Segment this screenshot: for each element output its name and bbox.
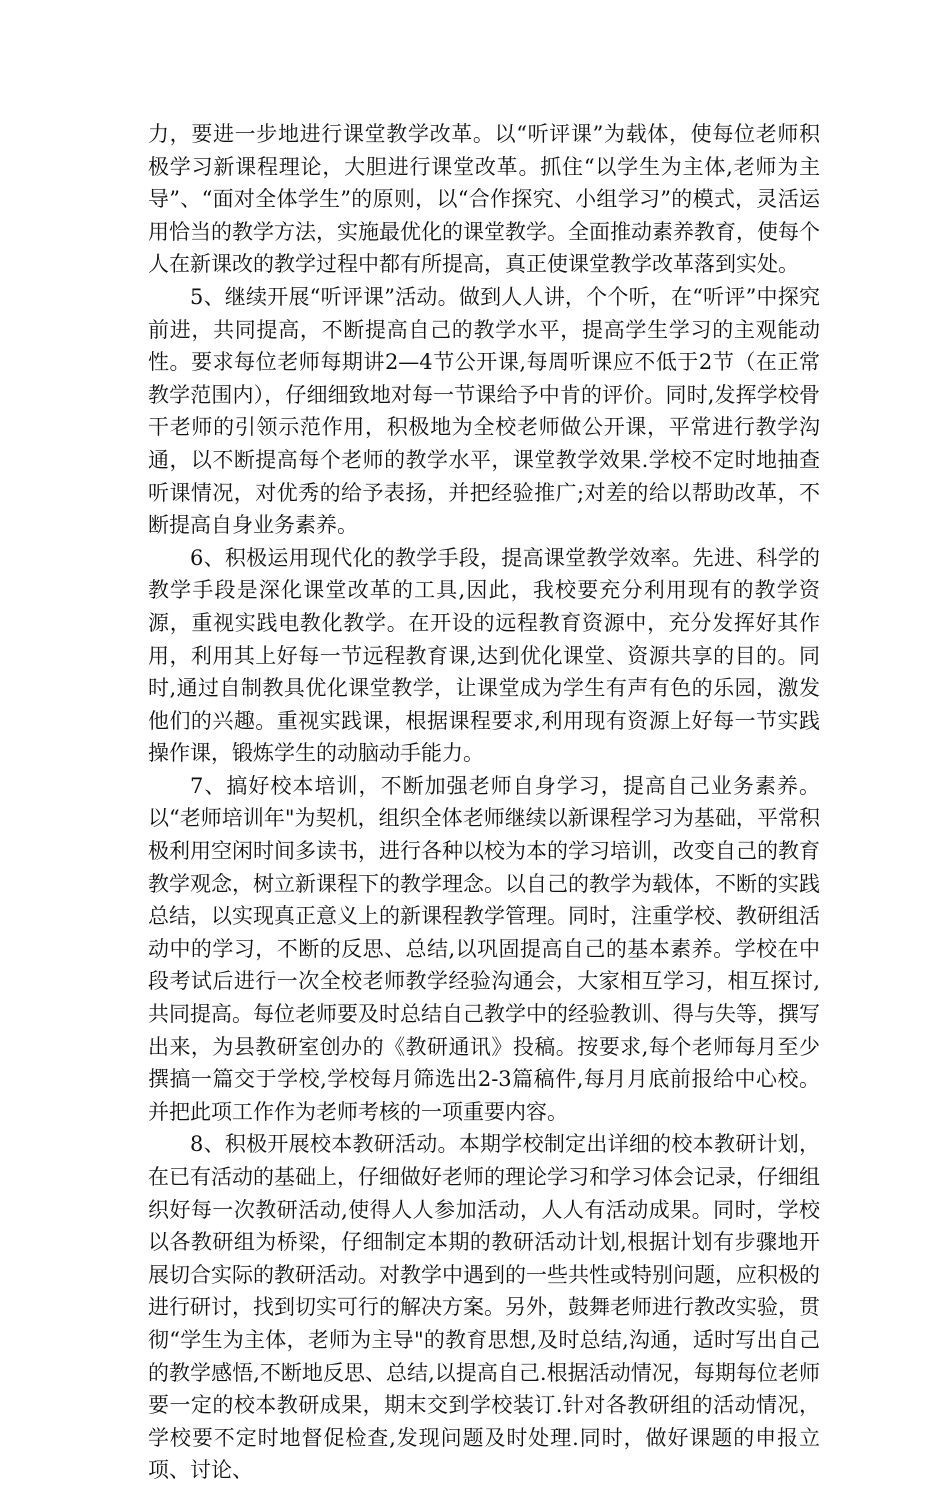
paragraph-continuation: 力，要进一步地进行课堂教学改革。以“听评课”为载体，使每位老师积极学习新课程理论，大胆进行课堂改革。抓住“以学生为主体,老师为主导”、“面对全体学生”的原则，以“合作探究、小组学习”的模式，灵活运用恰当的教学方法，实施最优化的课堂教学。全面推动素养教育，使每个人在新课改的教学过程中都有所提高，真正使课堂教学改革落到实处。 xyxy=(148,122,820,277)
document-body xyxy=(148,118,820,1487)
paragraph-item-6: 6、积极运用现代化的教学手段，提高课堂教学效率。先进、科学的教学手段是深化课堂改革的工具,因此，我校要充分利用现有的教学资源，重视实践电教化教学。在开设的远程教育资源中，充分发挥好其作用，利用其上好每一节远程教育课,达到优化课堂、资源共享的目的。同时,通过自制教具优化课堂教学，让课堂成为学生有声有色的乐园，激发他们的兴趣。重视实践课，根据课程要求,利用现有资源上好每一节实践操作课，锻炼学生的动脑动手能力。 xyxy=(148,545,820,766)
paragraph-item-5: 5、继续开展“听评课”活动。做到人人讲，个个听，在“听评”中探究前进，共同提高，不断提高自己的教学水平，提高学生学习的主观能动性。要求每位老师每期讲2—4节公开课,每周听课应不低于2节（在正常教学范围内），仔细细致地对每一节课给予中肯的评价。同时,发挥学校骨干老师的引领示范作用，积极地为全校老师做公开课，平常进行教学沟通，以不断提高每个老师的教学水平，课堂教学效果.学校不定时地抽查听课情况，对优秀的给予表扬，并把经验推广;对差的给以帮助改革，不断提高自身业务素养。 xyxy=(148,284,820,538)
paragraph-item-7: 7、搞好校本培训，不断加强老师自身学习，提高自己业务素养。以“老师培训年"为契机，组织全体老师继续以新课程学习为基础，平常积极利用空闲时间多读书，进行各种以校为本的学习培训，改变自己的教育教学观念，树立新课程下的教学理念。以自己的教学为载体，不断的实践总结，以实现真正意义上的新课程教学管理。同时，注重学校、教研组活动中的学习，不断的反思、总结,以巩固提高自己的基本素养。学校在中段考试后进行一次全校老师教学经验沟通会，大家相互学习，相互探讨,共同提高。每位老师要及时总结自己教学中的经验教训、得与失等，撰写出来，为县教研室创办的《教研通讯》投稿。按要求,每个老师每月至少撰搞一篇交于学校,学校每月筛选出2-3篇稿件,每月月底前报给中心校。并把此项工作作为老师考核的一项重要内容。 xyxy=(148,773,820,1124)
paragraph-item-8: 8、积极开展校本教研活动。本期学校制定出详细的校本教研计划，在已有活动的基础上，仔细做好老师的理论学习和学习体会记录，仔细组织好每一次教研活动,使得人人参加活动，人人有活动成果。同时，学校以各教研组为桥梁，仔细制定本期的教研活动计划,根据计划有步骤地开展切合实际的教研活动。对教学中遇到的一些共性或特别问题，应积极的进行研讨，找到切实可行的解决方案。另外，鼓舞老师进行教改实验，贯彻“学生为主体，老师为主导"的教育思想,及时总结,沟通，适时写出自己的教学感悟,不断地反思、总结,以提高自己.根据活动情况，每期每位老师要一定的校本教研成果，期末交到学校装订.针对各教研组的活动情况，学校要不定时地督促检查,发现问题及时处理.同时，做好课题的申报立项、讨论、 xyxy=(148,1132,820,1483)
